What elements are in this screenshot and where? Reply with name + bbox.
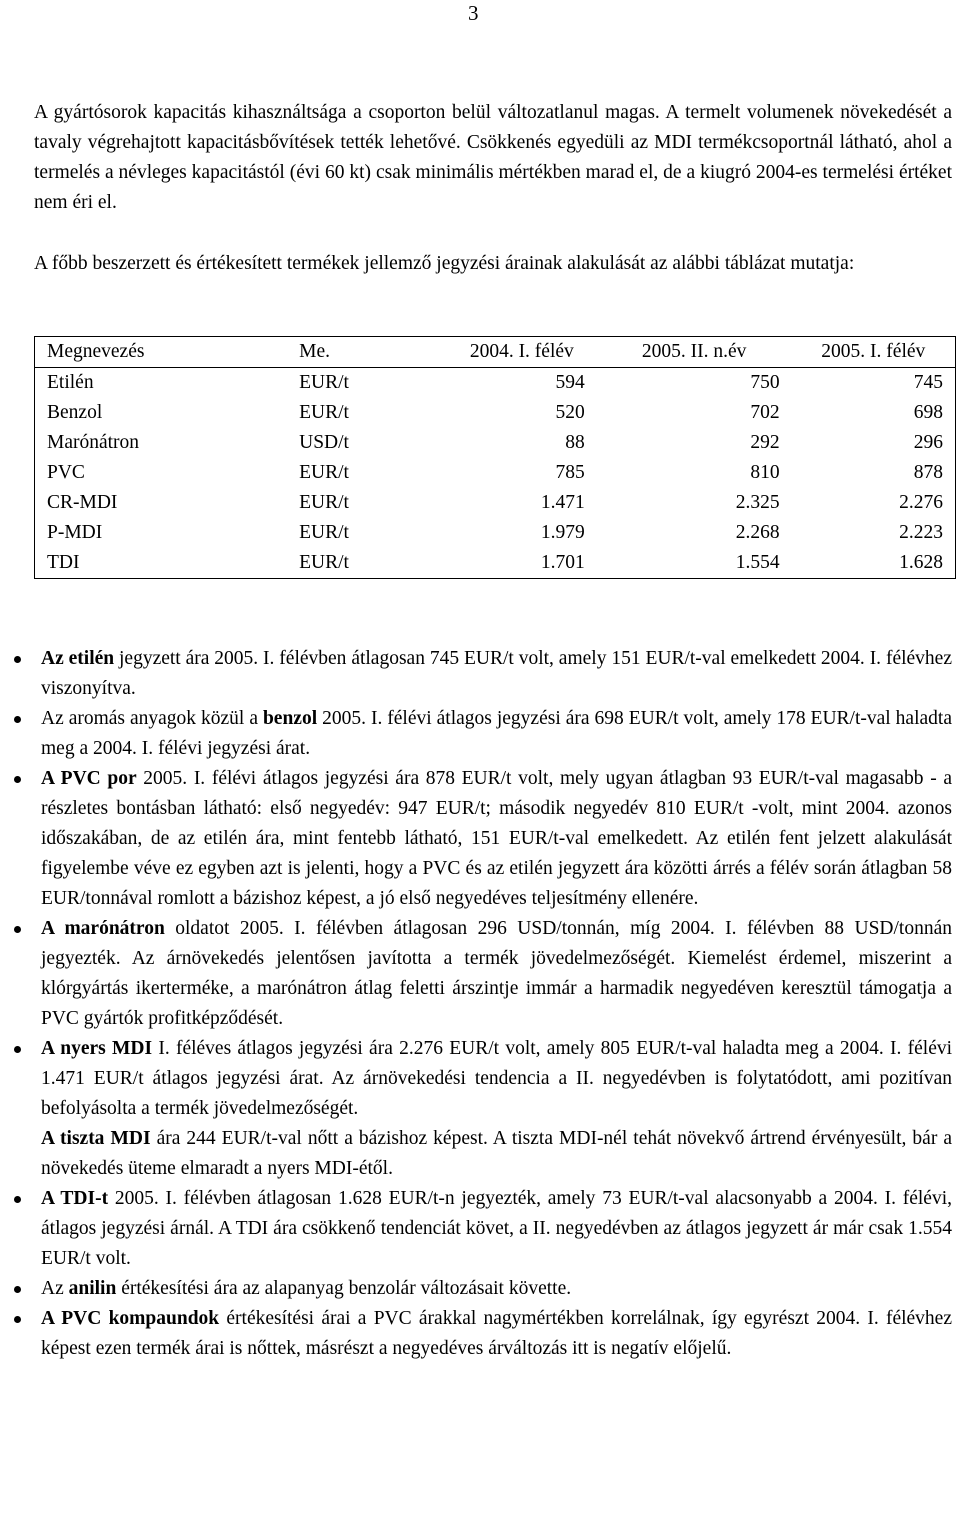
table-intro-paragraph: A főbb beszerzett és értékesített termékek jellemző jegyzési árainak alakulását az alábbi táblázat mutatja: bbox=[34, 253, 855, 274]
bullet-bold-term: A PVC kompaundok bbox=[41, 1308, 220, 1329]
cell-2004-h1: 785 bbox=[555, 462, 585, 483]
table-row bbox=[35, 458, 956, 488]
cell-name: TDI bbox=[47, 552, 80, 573]
bullet-bold-term: Az etilén bbox=[41, 648, 115, 669]
cell-2005-h1: 745 bbox=[913, 372, 943, 393]
bullet-icon bbox=[14, 716, 21, 723]
bullet-text: értékesítési ára az alapanyag benzolár változásait követte. bbox=[116, 1278, 572, 1299]
cell-2005-q2: 2.325 bbox=[735, 492, 780, 513]
cell-2004-h1: 1.701 bbox=[540, 552, 585, 573]
bullet-bold-term: A marónátron bbox=[41, 918, 165, 939]
cell-2004-h1: 594 bbox=[555, 372, 585, 393]
cell-name: PVC bbox=[47, 462, 85, 483]
bullet-bold-term: benzol bbox=[262, 708, 318, 729]
cell-2004-h1: 520 bbox=[555, 402, 585, 423]
cell-2005-h1: 2.223 bbox=[899, 522, 943, 543]
table-row bbox=[35, 398, 956, 428]
intro-paragraph: A gyártósorok kapacitás kihasználtsága a csoporton belül változatlanul magas. A termelt volumenek növekedését a tavaly végrehajtott kapacitásbővítések tették lehetővé. Csökkenés egyedüli az MDI termékcsoportnál látható, ahol a termelés a névleges kapacitástól (évi 60 kt) csak minimális mértékben marad el, de a kiugró 2004-es termelési értéket nem éri el. bbox=[34, 102, 952, 213]
bullet-icon bbox=[14, 1286, 21, 1293]
price-table bbox=[34, 336, 956, 579]
cell-2005-h1: 2.276 bbox=[899, 492, 943, 513]
bullet-item bbox=[0, 1034, 960, 1124]
cell-2005-h1: 878 bbox=[913, 462, 943, 483]
cell-2004-h1: 1.979 bbox=[540, 522, 585, 543]
bullet-text: I. féléves átlagos jegyzési ára 2.276 EUR/t volt, amely 805 EUR/t-val haladta meg a 2004. I. félévi 1.471 EUR/t átlagos jegyzési árat. Az árnövekedési tendencia a II. negyedévben is folytatódott, ami pozitívan befolyásolta a termék jövedelmezőségét. bbox=[41, 1038, 953, 1119]
bullet-text: értékesítési árai a PVC árakkal nagymértékben korrelálnak, így egyrészt 2004. I. félévhez képest ezen termék árai is nőttek, másrészt a negyedéves árváltozás itt is negatív előjelű. bbox=[41, 1308, 952, 1359]
cell-name: P-MDI bbox=[47, 522, 103, 543]
cell-2005-q2: 702 bbox=[750, 402, 780, 423]
header-name: Megnevezés bbox=[47, 341, 145, 362]
table-row bbox=[35, 368, 956, 399]
table-row bbox=[35, 428, 956, 458]
cell-2005-q2: 810 bbox=[750, 462, 780, 483]
bullet-bold-term: A PVC por bbox=[41, 768, 137, 789]
cell-unit: EUR/t bbox=[299, 552, 349, 573]
cell-unit: EUR/t bbox=[299, 462, 349, 483]
cell-2005-h1: 296 bbox=[913, 432, 943, 453]
bullet-item bbox=[0, 764, 960, 914]
cell-name: CR-MDI bbox=[47, 492, 118, 513]
bullet-bold-term: A TDI-t bbox=[41, 1188, 109, 1209]
cell-name: Benzol bbox=[47, 402, 103, 423]
cell-name: Marónátron bbox=[47, 432, 140, 453]
bullet-text: 2005. I. félévi átlagos jegyzési ára 878 EUR/t volt, mely ugyan átlagban 93 EUR/t-val magasabb - a részletes bontásban látható: első negyedév: 947 EUR/t; második negyedév 810 EUR/t -volt, mint 2004. azonos időszakában, de az etilén ára, mint fentebb látható, 151 EUR/t-val emelkedett. Az etilén fent jelzett alakulását figyelembe véve ez egyben azt is jelenti, hogy a PVC és az etilén jegyzett ára közötti árrés a félév során átlagban 58 EUR/tonnával romlott a bázishoz képest, a jó első negyedéves teljesítmény ellenére. bbox=[41, 768, 952, 909]
bullet-icon bbox=[14, 776, 21, 783]
bullet-text: jegyzett ára 2005. I. félévben átlagosan 745 EUR/t volt, amely 151 EUR/t-val emelkedett 2004. I. félévhez viszonyítva. bbox=[41, 648, 952, 699]
cell-unit: EUR/t bbox=[299, 492, 349, 513]
bullet-bold-term: anilin bbox=[68, 1278, 117, 1299]
table-row bbox=[35, 518, 956, 548]
cell-2005-q2: 292 bbox=[750, 432, 780, 453]
bullet-bold-term: A nyers MDI bbox=[41, 1038, 153, 1059]
bullet-item bbox=[0, 1274, 960, 1304]
bullet-text-pre: Az aromás anyagok közül a bbox=[41, 708, 263, 729]
bullet-icon bbox=[14, 1316, 21, 1323]
bullet-item bbox=[0, 704, 960, 764]
table-body bbox=[35, 368, 956, 579]
cell-unit: EUR/t bbox=[299, 372, 349, 393]
cell-2005-h1: 1.628 bbox=[899, 552, 943, 573]
header-2005-q2: 2005. II. n.év bbox=[641, 341, 747, 362]
header-2004-h1: 2004. I. félév bbox=[469, 341, 574, 362]
bullet-text: 2005. I. félévben átlagosan 1.628 EUR/t-n jegyezték, amely 73 EUR/t-val alacsonyabb a 2004. I. félévi, átlagos jegyzési árnál. A TDI ára csökkenő tendenciát követ, a II. negyedévben az átlagos jegyzett ár már csak 1.554 EUR/t volt. bbox=[41, 1188, 952, 1269]
bullet-text: oldatot 2005. I. félévben átlagosan 296 USD/tonnán, míg 2004. I. félévben 88 USD/tonnán jegyezték. Az árnövekedés jelentősen javította a termék jövedelmezőségét. Kiemelést érdemel, miszerint a klórgyártás ikerterméke, a marónátron átlag feletti árszintje immár a harmadik negyedéven keresztül támogatja a PVC gyártók profitképződését. bbox=[41, 918, 952, 1029]
cell-unit: EUR/t bbox=[299, 402, 349, 423]
cell-2005-h1: 698 bbox=[913, 402, 943, 423]
bullet-icon bbox=[14, 1196, 21, 1203]
cell-name: Etilén bbox=[47, 372, 94, 393]
sub-bold-term: A tiszta MDI bbox=[41, 1128, 151, 1149]
sub-text: ára 244 EUR/t-val nőtt a bázishoz képest. A tiszta MDI-nél tehát növekvő ártrend érvényesült, bár a növekedés üteme elmaradt a nyers MDI-étől. bbox=[41, 1128, 953, 1179]
table-row bbox=[35, 488, 956, 518]
bullet-item bbox=[0, 1304, 960, 1364]
header-2005-h1: 2005. I. félév bbox=[821, 341, 926, 362]
header-unit: Me. bbox=[299, 341, 330, 362]
bullet-icon bbox=[14, 926, 21, 933]
cell-2005-q2: 2.268 bbox=[735, 522, 780, 543]
cell-unit: EUR/t bbox=[299, 522, 349, 543]
bullet-list bbox=[0, 644, 960, 1364]
cell-2005-q2: 750 bbox=[750, 372, 780, 393]
page-number: 3 bbox=[468, 1, 479, 25]
cell-unit: USD/t bbox=[299, 432, 349, 453]
bullet-icon bbox=[14, 1046, 21, 1053]
table-row bbox=[35, 548, 956, 579]
cell-2004-h1: 88 bbox=[565, 432, 585, 453]
sub-paragraph bbox=[0, 1124, 960, 1184]
bullet-item bbox=[0, 644, 960, 704]
cell-2004-h1: 1.471 bbox=[540, 492, 585, 513]
bullet-icon bbox=[14, 656, 21, 663]
bullet-item bbox=[0, 1184, 960, 1274]
bullet-text: 2005. I. félévi átlagos jegyzési ára 698 EUR/t volt, amely 178 EUR/t-val haladta meg a 2004. I. félévi jegyzési árat. bbox=[41, 708, 952, 759]
bullet-item bbox=[0, 914, 960, 1034]
cell-2005-q2: 1.554 bbox=[735, 552, 780, 573]
bullet-text-pre: Az bbox=[41, 1278, 69, 1299]
table-header-row bbox=[35, 337, 956, 368]
